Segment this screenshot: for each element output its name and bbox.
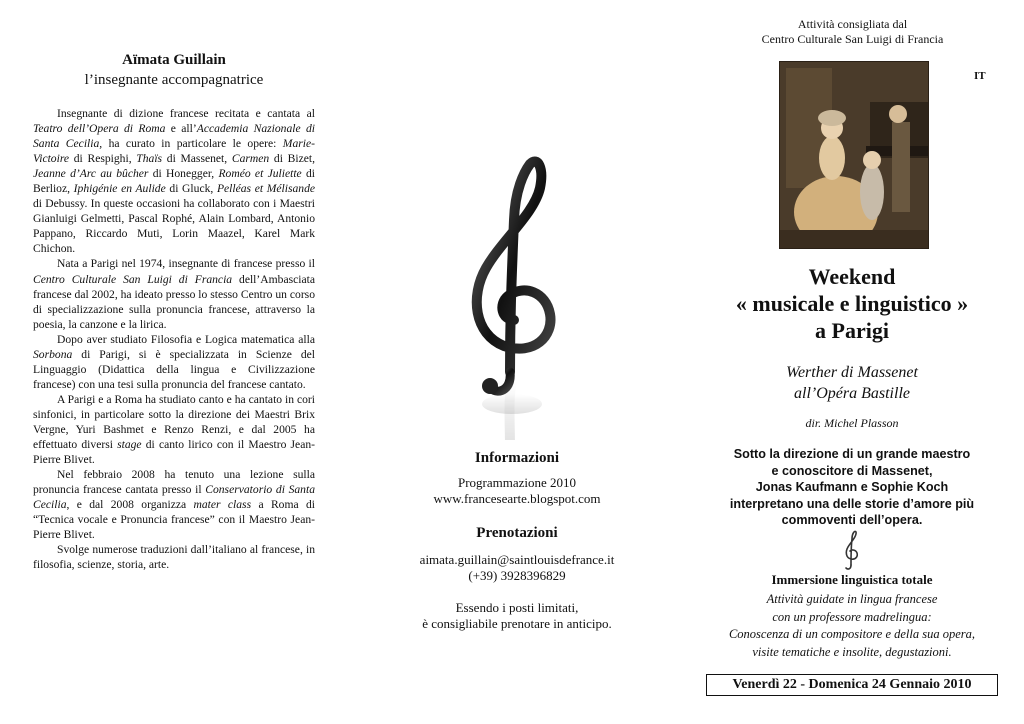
teacher-role: l’insegnante accompagnatrice: [84, 72, 264, 88]
bio-text-run: ha curato in particolare le opere:: [102, 137, 283, 151]
booking-section: [390, 525, 644, 632]
description-line: Sotto la direzione di un grande maestro: [733, 447, 971, 461]
description-line: Jonas Kaufmann e Sophie Koch: [755, 480, 949, 494]
bio-text-run: a Roma di “Tecnica vocale e Pronuncia francese” con il Maestro Jean-Pierre Blivet.: [33, 498, 316, 542]
recommended-by: [735, 17, 970, 47]
immersion-title: Immersione linguistica totale: [771, 572, 933, 587]
recommended-by-line: Centro Culturale San Luigi di Francia: [761, 32, 944, 46]
bio-paragraph: [33, 542, 315, 572]
bio-text-run: dell’Ambasciata francese dal 2002, ha ideato presso lo stesso Centro un corso di specializzazione sulla pronuncia francese, attraverso la poesia, la canzone e la lirica.: [33, 272, 315, 331]
event-dates-box: Venerdì 22 - Domenica 24 Gennaio 2010: [706, 674, 998, 696]
bio-italic-text: stage: [117, 438, 142, 452]
info-title: Informazioni: [474, 450, 560, 466]
bio-text-run: di canto lirico con il Maestro Jean-Pierre Blivet.: [33, 438, 316, 467]
bio-italic-text: Jeanne d’Arc au bûcher: [33, 167, 149, 181]
bio-italic-text: Marie-Victoire: [33, 137, 315, 166]
bio-paragraph: [33, 392, 315, 467]
bio-italic-text: Accademia Nazionale di Santa Cecilia,: [33, 122, 315, 151]
bio-text: [33, 106, 315, 572]
info-website-link[interactable]: www.francesearte.blogspot.com: [433, 491, 601, 506]
bio-italic-text: Centro Culturale San Luigi di Francia: [33, 272, 233, 286]
bio-text-run: Nata a Parigi nel 1974, insegnante di francese presso il: [57, 257, 315, 271]
teacher-name: Aïmata Guillain: [122, 52, 226, 68]
bio-text-run: e all’: [165, 122, 197, 136]
bio-text-run: A Parigi e a Roma ha studiato canto e ha cantato in cori sinfonici, in particolare sotto la direzione dei Maestri Brix Vergne, Yuri Bashmet e Renzo Renzi, e dal 2005 ha effettuato diversi: [33, 392, 315, 452]
event-description: [706, 446, 998, 529]
bio-italic-text: Thaïs: [136, 152, 163, 166]
description-line: interpretano una delle storie d’amore più: [729, 496, 975, 511]
bio-italic-text: Iphigénie en Aulide: [73, 182, 166, 196]
bio-italic-text: mater class: [193, 498, 252, 512]
event-title: [706, 263, 998, 344]
language-code: IT: [974, 70, 986, 82]
bio-text-run: Svolge numerose traduzioni dall’italiano al francese, in filosofia, scienze, storia, arte.: [33, 543, 315, 572]
bio-text-run: di Debussy. In queste occasioni ha collaborato con i Maestri Gianluigi Gelmetti, Pascal Rophé, Alain Lombard, Antonio Pappano, Riccardo Muti, Lorin Maazel, Karel Mark Chichon.: [33, 197, 315, 256]
booking-phone: (+39) 3928396829: [468, 568, 566, 583]
bio-italic-text: Pelléas et Mélisande: [216, 182, 316, 196]
description-line: e conoscitore di Massenet,: [771, 463, 933, 478]
booking-title: Prenotazioni: [476, 525, 558, 541]
activities-line: Conoscenza di un compositore e della sua opera,: [728, 627, 976, 641]
bio-paragraph: [33, 467, 315, 542]
activities-line: visite tematiche e insolite, degustazioni.: [752, 644, 952, 659]
activities-line: Attività guidate in lingua francese: [766, 592, 938, 606]
booking-note: Essendo i posti limitati,: [455, 600, 579, 615]
bio-text-run: di Berlioz,: [33, 167, 316, 196]
bio-italic-text: Roméo et Juliette: [218, 167, 302, 181]
bio-text-run: , e dal 2008 organizza: [66, 498, 194, 512]
info-section: [390, 450, 644, 507]
bio-italic-text: Teatro dell’Opera di Roma: [33, 122, 166, 136]
bio-text-run: di Honegger,: [148, 167, 219, 181]
bio-text-run: di Respighi,: [69, 152, 137, 166]
bio-text-run: di Bizet,: [269, 152, 316, 166]
small-treble-clef-icon: [840, 529, 862, 571]
activities-line: con un professore madrelingua:: [772, 609, 932, 624]
bio-paragraph: [33, 256, 315, 331]
bio-text-run: di Gluck,: [165, 182, 217, 196]
bio-text-run: Nel febbraio 2008 ha tenuto una lezione sulla pronuncia francese cantata presso il: [33, 468, 315, 497]
activities: [706, 591, 998, 661]
opera-info-line: all’Opéra Bastille: [794, 385, 910, 402]
bio-text-run: Insegnante di dizione francese recitata e cantata al: [57, 107, 315, 120]
bio-text-run: di Massenet,: [162, 152, 232, 166]
event-title-line: a Parigi: [815, 318, 889, 343]
info-programme: Programmazione 2010: [457, 475, 577, 490]
bio-paragraph: [33, 106, 315, 256]
event-title-line: Weekend: [808, 264, 896, 289]
bio-text-run: Dopo aver studiato Filosofia e Logica matematica alla: [57, 332, 315, 346]
treble-clef-icon: [452, 150, 564, 440]
recommended-by-line: Attività consigliata dal: [797, 17, 908, 31]
conductor: dir. Michel Plasson: [805, 416, 899, 430]
event-title-line: « musicale e linguistico »: [735, 291, 969, 316]
booking-note: è consigliabile prenotare in anticipo.: [422, 616, 612, 631]
painting-image: [779, 61, 929, 249]
bio-italic-text: Carmen: [231, 152, 270, 166]
bio-italic-text: Sorbona: [33, 347, 73, 361]
bio-text-run: di Parigi, si è specializzata in Scienze del Linguaggio (Didattica della lingua e Civilizzazione francese) con una tesi sulla pronuncia del francese cantato.: [33, 347, 315, 391]
opera-info-line: Werther di Massenet: [786, 364, 918, 381]
opera-info: [706, 362, 998, 404]
bio-paragraph: [33, 332, 315, 392]
description-line: commoventi dell’opera.: [781, 513, 923, 527]
bio-italic-text: Conservatorio di Santa Cecilia: [33, 483, 315, 512]
booking-email-link[interactable]: aimata.guillain@saintlouisdefrance.it: [419, 552, 615, 567]
